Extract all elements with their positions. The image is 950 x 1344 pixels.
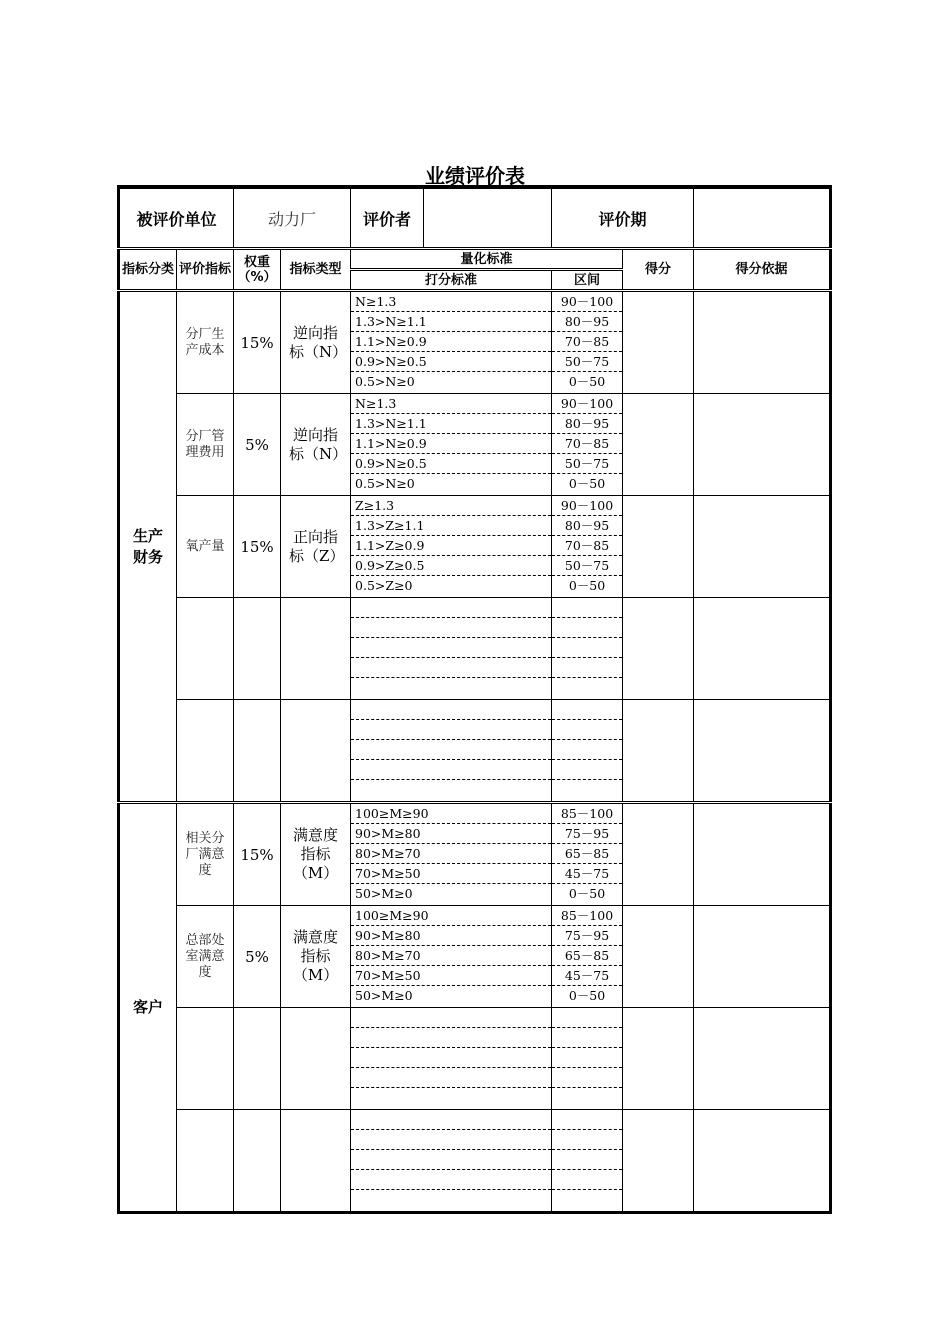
range-line [552, 1028, 622, 1048]
range-line: 65－85 [552, 844, 622, 864]
range-line: 70－85 [552, 332, 622, 352]
range-line: 80－95 [552, 312, 622, 332]
period-label: 评价期 [552, 187, 694, 249]
weight-cell: 15% [234, 291, 281, 394]
col-weight: 权重（%） [234, 249, 281, 291]
range-line: 50－75 [552, 556, 622, 576]
criteria-line: N≥1.3 [351, 394, 551, 414]
criteria-line [351, 780, 551, 800]
criteria-line [351, 720, 551, 740]
indicator-cell [177, 598, 234, 700]
type-cell [281, 1110, 351, 1213]
score-cell[interactable] [623, 496, 694, 598]
criteria-line [351, 1088, 551, 1108]
criteria-line: 1.1>Z≥0.9 [351, 536, 551, 556]
col-indicator: 评价指标 [177, 249, 234, 291]
criteria-line [351, 1028, 551, 1048]
range-line: 45－75 [552, 864, 622, 884]
col-basis: 得分依据 [694, 249, 831, 291]
range-line [552, 658, 622, 678]
criteria-line: 0.5>Z≥0 [355, 578, 413, 593]
range-line: 50－75 [552, 352, 622, 372]
table-row [119, 496, 831, 598]
criteria-line: 100≥M≥90 [351, 804, 551, 824]
unit-label: 被评价单位 [119, 187, 234, 249]
criteria-cell [351, 700, 552, 803]
score-cell[interactable] [623, 906, 694, 1008]
range-line: 50－75 [552, 454, 622, 474]
criteria-cell [351, 803, 552, 906]
range-line [552, 700, 622, 720]
type-cell [281, 1008, 351, 1110]
criteria-cell [351, 1008, 552, 1110]
range-line: 0－50 [568, 578, 606, 593]
range-line: 70－85 [552, 434, 622, 454]
indicator-cell: 分厂生产成本 [177, 291, 234, 394]
range-line [552, 1110, 622, 1130]
criteria-line: 70>M≥50 [351, 864, 551, 884]
basis-cell[interactable] [694, 1008, 831, 1110]
criteria-line [351, 678, 551, 698]
type-cell [281, 598, 351, 700]
range-line: 90－100 [552, 292, 622, 312]
score-cell[interactable] [623, 394, 694, 496]
criteria-line [351, 1110, 551, 1130]
category-cell: 生产财务 [119, 291, 177, 803]
range-line [552, 760, 622, 780]
page-title: 业绩评价表 [425, 164, 525, 188]
type-cell: 满意度指标（M） [281, 803, 351, 906]
criteria-cell [351, 906, 552, 1008]
table-row [119, 394, 831, 496]
range-cell [552, 700, 623, 803]
score-cell[interactable] [623, 598, 694, 700]
criteria-line: 0.9>N≥0.5 [351, 454, 551, 474]
basis-cell[interactable] [694, 803, 831, 906]
basis-cell[interactable] [694, 496, 831, 598]
criteria-cell [351, 394, 552, 496]
range-line: 75－95 [552, 926, 622, 946]
criteria-line: 80>M≥70 [351, 946, 551, 966]
weight-cell [234, 1110, 281, 1213]
range-line: 85－100 [552, 804, 622, 824]
table-row [119, 906, 831, 1008]
criteria-line: 0.9>N≥0.5 [351, 352, 551, 372]
criteria-line [351, 1190, 551, 1210]
weight-cell: 15% [234, 496, 281, 598]
category-cell: 客户 [119, 803, 177, 1213]
criteria-line: 0.5>N≥0 [355, 374, 415, 389]
col-criteria: 打分标准 [351, 270, 552, 291]
range-line [552, 1190, 622, 1210]
range-line: 0－50 [568, 886, 606, 901]
range-cell [552, 803, 623, 906]
range-line: 90－100 [552, 496, 622, 516]
col-score: 得分 [623, 249, 694, 291]
weight-cell: 15% [234, 803, 281, 906]
weight-cell [234, 598, 281, 700]
criteria-line [351, 1008, 551, 1028]
type-cell [281, 700, 351, 803]
header-row [119, 187, 831, 249]
criteria-line: 1.3>Z≥1.1 [351, 516, 551, 536]
basis-cell[interactable] [694, 1110, 831, 1213]
table-row [119, 598, 831, 700]
criteria-line: 1.3>N≥1.1 [351, 414, 551, 434]
range-line [552, 720, 622, 740]
criteria-line: 100≥M≥90 [351, 906, 551, 926]
weight-cell [234, 700, 281, 803]
criteria-line [351, 1048, 551, 1068]
range-cell [552, 496, 623, 598]
range-line: 0－50 [568, 374, 606, 389]
criteria-cell [351, 291, 552, 394]
criteria-line: 70>M≥50 [351, 966, 551, 986]
criteria-cell [351, 496, 552, 598]
indicator-cell: 氧产量 [177, 496, 234, 598]
table-row [119, 700, 831, 803]
col-quant: 量化标准 [351, 249, 623, 270]
range-line [552, 618, 622, 638]
score-cell[interactable] [623, 1008, 694, 1110]
range-line: 80－95 [552, 414, 622, 434]
range-line [552, 780, 622, 800]
col-range: 区间 [552, 270, 623, 291]
range-line: 0－50 [568, 988, 606, 1003]
indicator-cell [177, 700, 234, 803]
range-line [552, 740, 622, 760]
criteria-line [351, 1130, 551, 1150]
range-line: 80－95 [552, 516, 622, 536]
criteria-line: 1.1>N≥0.9 [351, 332, 551, 352]
criteria-line: 80>M≥70 [351, 844, 551, 864]
basis-cell[interactable] [694, 598, 831, 700]
type-cell: 逆向指标（N） [281, 291, 351, 394]
basis-cell[interactable] [694, 291, 831, 394]
criteria-line: 0.9>Z≥0.5 [351, 556, 551, 576]
indicator-cell: 相关分厂满意度 [177, 803, 234, 906]
criteria-line: Z≥1.3 [351, 496, 551, 516]
unit-value[interactable]: 动力厂 [234, 187, 351, 249]
range-line: 85－100 [552, 906, 622, 926]
range-line [552, 598, 622, 618]
range-line [552, 1170, 622, 1190]
criteria-line [351, 700, 551, 720]
criteria-line [351, 1150, 551, 1170]
basis-cell[interactable] [694, 906, 831, 1008]
score-cell[interactable] [623, 700, 694, 803]
score-cell[interactable] [623, 803, 694, 906]
criteria-line [351, 740, 551, 760]
range-cell [552, 598, 623, 700]
range-line: 70－85 [552, 536, 622, 556]
table-row [119, 1008, 831, 1110]
range-cell [552, 906, 623, 1008]
type-cell: 正向指标（Z） [281, 496, 351, 598]
criteria-line [351, 618, 551, 638]
criteria-cell [351, 598, 552, 700]
range-line: 0－50 [568, 476, 606, 491]
range-line: 65－85 [552, 946, 622, 966]
criteria-line [351, 760, 551, 780]
range-line [552, 678, 622, 698]
evaluation-table [117, 185, 832, 1214]
period-value[interactable] [694, 187, 831, 249]
criteria-line: 1.3>N≥1.1 [351, 312, 551, 332]
basis-cell[interactable] [694, 700, 831, 803]
range-cell [552, 1110, 623, 1213]
indicator-cell: 总部处室满意度 [177, 906, 234, 1008]
col-category: 指标分类 [119, 249, 177, 291]
criteria-line: 1.1>N≥0.9 [351, 434, 551, 454]
range-line [552, 1068, 622, 1088]
col-type: 指标类型 [281, 249, 351, 291]
table-row [119, 1110, 831, 1213]
range-line [552, 1130, 622, 1150]
range-line: 90－100 [552, 394, 622, 414]
evaluator-value[interactable] [424, 189, 551, 247]
evaluator-label: 评价者 [351, 189, 424, 247]
range-cell [552, 291, 623, 394]
range-line [552, 638, 622, 658]
criteria-line [351, 1170, 551, 1190]
criteria-line [351, 1068, 551, 1088]
score-cell[interactable] [623, 291, 694, 394]
weight-cell: 5% [234, 394, 281, 496]
criteria-line: 90>M≥80 [351, 926, 551, 946]
range-line [552, 1048, 622, 1068]
indicator-cell: 分厂管理费用 [177, 394, 234, 496]
indicator-cell [177, 1008, 234, 1110]
weight-cell [234, 1008, 281, 1110]
table-body [119, 291, 831, 1213]
range-line [552, 1150, 622, 1170]
criteria-line: 50>M≥0 [355, 988, 413, 1003]
criteria-line: 50>M≥0 [355, 886, 413, 901]
table-row [119, 803, 831, 906]
range-line [552, 1088, 622, 1108]
range-line: 45－75 [552, 966, 622, 986]
weight-cell: 5% [234, 906, 281, 1008]
range-line [552, 1008, 622, 1028]
range-cell [552, 1008, 623, 1110]
range-cell [552, 394, 623, 496]
criteria-line [351, 598, 551, 618]
criteria-cell [351, 1110, 552, 1213]
score-cell[interactable] [623, 1110, 694, 1213]
type-cell: 逆向指标（N） [281, 394, 351, 496]
column-header-row [119, 249, 831, 270]
table-row [119, 291, 831, 394]
type-cell: 满意度指标（M） [281, 906, 351, 1008]
indicator-cell [177, 1110, 234, 1213]
range-line: 75－95 [552, 824, 622, 844]
basis-cell[interactable] [694, 394, 831, 496]
criteria-line: 90>M≥80 [351, 824, 551, 844]
criteria-line: N≥1.3 [351, 292, 551, 312]
criteria-line [351, 638, 551, 658]
criteria-line: 0.5>N≥0 [355, 476, 415, 491]
criteria-line [351, 658, 551, 678]
